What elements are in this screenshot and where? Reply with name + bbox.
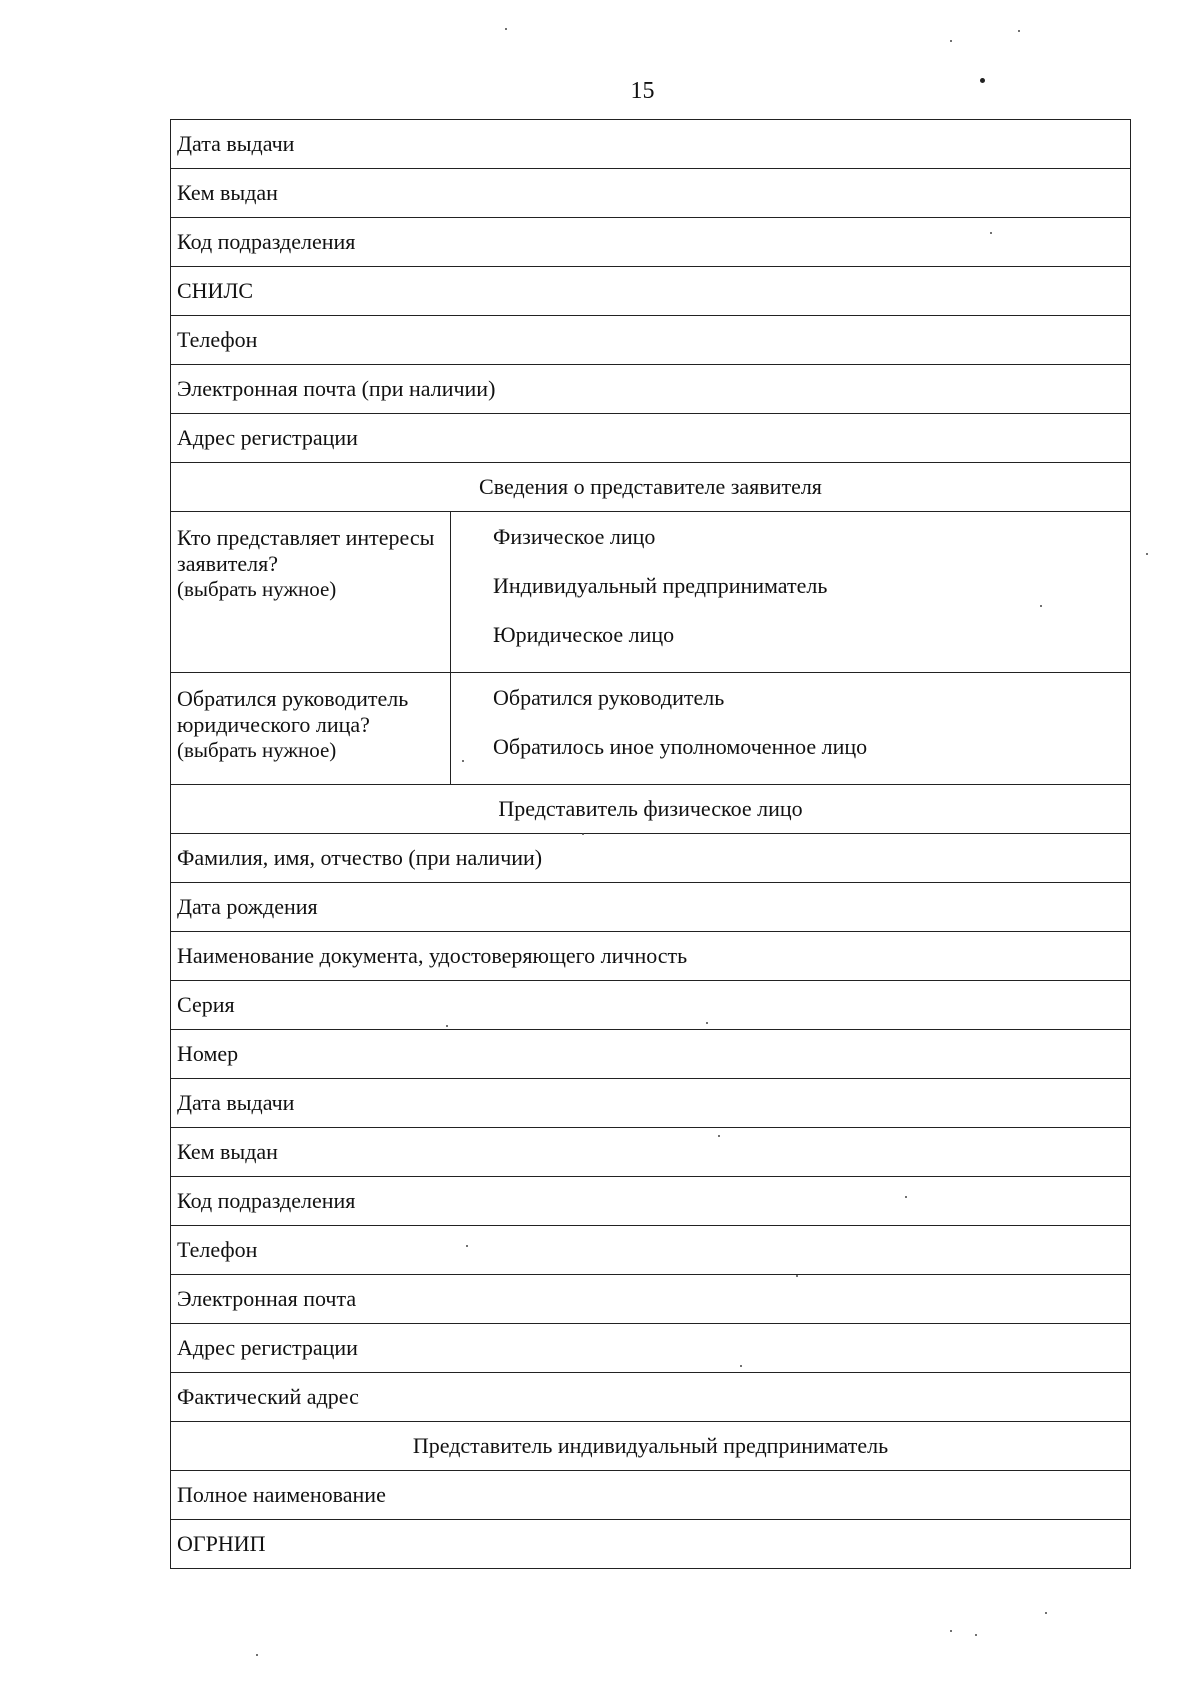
- scan-speck: [446, 1025, 448, 1027]
- table-row: [171, 365, 1131, 414]
- option-other-authorized[interactable]: Обратилось иное уполномоченное лицо: [493, 734, 868, 759]
- scan-speck: [950, 40, 952, 42]
- who-represents-question-text: Кто представляет интересы заявителя?: [177, 525, 435, 576]
- field-birth-date: Дата рождения: [171, 883, 1131, 932]
- scan-speck: [990, 232, 992, 234]
- field-rep-registration-address: Адрес регистрации: [171, 1324, 1131, 1373]
- field-email: Электронная почта (при наличии): [171, 365, 1131, 414]
- section-representative-info: Сведения о представителе заявителя: [171, 463, 1131, 512]
- table-row: [171, 883, 1131, 932]
- option-entrepreneur[interactable]: Индивидуальный предприниматель: [493, 573, 828, 598]
- scan-speck: [706, 1022, 708, 1024]
- field-rep-phone: Телефон: [171, 1226, 1131, 1275]
- scan-speck: [718, 1135, 720, 1137]
- scan-speck: [980, 78, 985, 83]
- scan-speck: [256, 1654, 258, 1656]
- table-row: [171, 1275, 1131, 1324]
- scan-speck: [740, 1365, 742, 1367]
- scan-speck: [950, 1630, 952, 1632]
- scan-speck: [505, 28, 507, 30]
- table-row: [171, 1373, 1131, 1422]
- head-applied-hint: (выбрать нужное): [177, 738, 337, 762]
- field-full-name: Фамилия, имя, отчество (при наличии): [171, 834, 1131, 883]
- option-head-applied[interactable]: Обратился руководитель: [493, 685, 725, 710]
- field-full-title: Полное наименование: [171, 1471, 1131, 1520]
- page-number: 15: [630, 78, 655, 104]
- table-row: [171, 673, 1131, 785]
- table-row: [171, 1471, 1131, 1520]
- scan-speck: [796, 1275, 798, 1277]
- table-row: [171, 414, 1131, 463]
- application-form-table: [170, 119, 1131, 1569]
- table-row: [171, 316, 1131, 365]
- table-row: [171, 1177, 1131, 1226]
- field-rep-issued-by: Кем выдан: [171, 1128, 1131, 1177]
- table-row: [171, 267, 1131, 316]
- scan-speck: [1146, 553, 1148, 555]
- field-id-document: Наименование документа, удостоверяющего личность: [171, 932, 1131, 981]
- table-row: [171, 463, 1131, 512]
- option-individual[interactable]: Физическое лицо: [493, 524, 656, 549]
- table-row: [171, 1079, 1131, 1128]
- table-row: [171, 932, 1131, 981]
- scan-speck: [466, 1245, 468, 1247]
- field-issue-date: Дата выдачи: [171, 120, 1131, 169]
- head-applied-question: [171, 673, 451, 785]
- table-row: [171, 1226, 1131, 1275]
- field-rep-actual-address: Фактический адрес: [171, 1373, 1131, 1422]
- scan-speck: [1018, 30, 1020, 32]
- table-row: [171, 120, 1131, 169]
- scan-speck: [1040, 605, 1042, 607]
- field-ogrnip: ОГРНИП: [171, 1520, 1131, 1569]
- scan-speck: [462, 760, 464, 762]
- field-registration-address: Адрес регистрации: [171, 414, 1131, 463]
- table-row: [171, 169, 1131, 218]
- who-represents-hint: (выбрать нужное): [177, 577, 337, 601]
- table-row: [171, 785, 1131, 834]
- scan-speck: [975, 1634, 977, 1636]
- who-represents-options: [451, 512, 1131, 673]
- table-row: [171, 1324, 1131, 1373]
- section-individual-representative: Представитель физическое лицо: [171, 785, 1131, 834]
- table-row: [171, 1128, 1131, 1177]
- table-row: [171, 981, 1131, 1030]
- field-rep-division-code: Код подразделения: [171, 1177, 1131, 1226]
- scan-speck: [582, 833, 584, 835]
- table-row: [171, 1030, 1131, 1079]
- table-row: [171, 1422, 1131, 1471]
- field-series: Серия: [171, 981, 1131, 1030]
- field-issued-by: Кем выдан: [171, 169, 1131, 218]
- scan-speck: [905, 1196, 907, 1198]
- field-division-code: Код подразделения: [171, 218, 1131, 267]
- field-phone: Телефон: [171, 316, 1131, 365]
- table-row: [171, 512, 1131, 673]
- field-rep-email: Электронная почта: [171, 1275, 1131, 1324]
- field-snils: СНИЛС: [171, 267, 1131, 316]
- table-row: [171, 834, 1131, 883]
- head-applied-question-text: Обратился руководитель юридического лица?: [177, 686, 409, 737]
- who-represents-question: [171, 512, 451, 673]
- option-legal-entity[interactable]: Юридическое лицо: [493, 622, 675, 647]
- table-row: [171, 1520, 1131, 1569]
- table-row: [171, 218, 1131, 267]
- field-number: Номер: [171, 1030, 1131, 1079]
- field-rep-issue-date: Дата выдачи: [171, 1079, 1131, 1128]
- section-entrepreneur-representative: Представитель индивидуальный предприниматель: [171, 1422, 1131, 1471]
- head-applied-options: [451, 673, 1131, 785]
- scan-speck: [1045, 1612, 1047, 1614]
